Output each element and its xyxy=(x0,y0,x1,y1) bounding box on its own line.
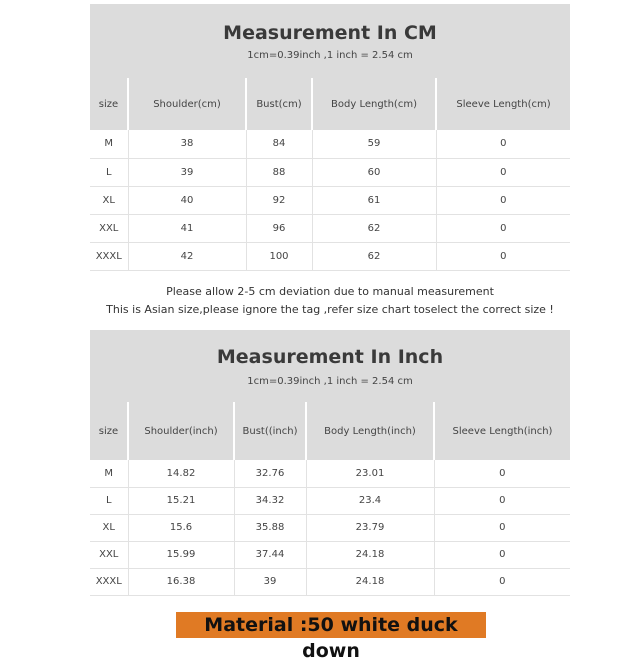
table-cell: 62 xyxy=(312,242,436,270)
table-row xyxy=(90,186,570,214)
table-cell: 15.99 xyxy=(128,541,234,568)
table-row xyxy=(90,541,570,568)
column-header: Body Length(inch) xyxy=(306,402,434,460)
table-row xyxy=(90,130,570,158)
table-cell: 0 xyxy=(436,130,570,158)
table-row xyxy=(90,214,570,242)
table-row xyxy=(90,487,570,514)
table-row xyxy=(90,514,570,541)
table-cell: 0 xyxy=(434,541,570,568)
table-cell: XL xyxy=(90,514,128,541)
table-cell: 0 xyxy=(436,158,570,186)
cm-header xyxy=(90,4,570,78)
inch-title: Measurement In Inch xyxy=(216,346,444,368)
table-cell: 62 xyxy=(312,214,436,242)
column-header: Bust(cm) xyxy=(246,78,312,130)
table-cell: 34.32 xyxy=(234,487,306,514)
table-cell: M xyxy=(90,130,128,158)
table-cell: 24.18 xyxy=(306,568,434,595)
table-cell: 0 xyxy=(434,487,570,514)
inch-size-chart xyxy=(90,330,570,596)
table-cell: 24.18 xyxy=(306,541,434,568)
table-cell: 23.4 xyxy=(306,487,434,514)
table-cell: XXXL xyxy=(90,242,128,270)
table-cell: 23.79 xyxy=(306,514,434,541)
table-row xyxy=(90,158,570,186)
table-cell: L xyxy=(90,158,128,186)
table-cell: 0 xyxy=(436,214,570,242)
inch-table-header-row xyxy=(90,402,570,460)
table-cell: 40 xyxy=(128,186,246,214)
inch-conversion-note: 1cm=0.39inch ,1 inch = 2.54 cm xyxy=(247,376,413,387)
table-cell: 0 xyxy=(436,186,570,214)
table-cell: 100 xyxy=(246,242,312,270)
column-header: size xyxy=(90,78,128,130)
table-cell: L xyxy=(90,487,128,514)
material-banner: Material :50 white duck down xyxy=(176,612,486,638)
table-cell: XXXL xyxy=(90,568,128,595)
table-cell: 39 xyxy=(128,158,246,186)
table-cell: 60 xyxy=(312,158,436,186)
table-row xyxy=(90,242,570,270)
table-cell: 15.21 xyxy=(128,487,234,514)
table-cell: 92 xyxy=(246,186,312,214)
cm-title: Measurement In CM xyxy=(223,22,437,44)
cm-size-chart xyxy=(90,4,570,331)
table-row xyxy=(90,568,570,595)
table-cell: 32.76 xyxy=(234,460,306,487)
column-header: Bust((inch) xyxy=(234,402,306,460)
column-header: size xyxy=(90,402,128,460)
cm-conversion-note: 1cm=0.39inch ,1 inch = 2.54 cm xyxy=(247,50,413,61)
table-cell: 0 xyxy=(434,568,570,595)
table-cell: 0 xyxy=(434,514,570,541)
table-cell: 35.88 xyxy=(234,514,306,541)
table-cell: 41 xyxy=(128,214,246,242)
inch-table xyxy=(90,402,570,596)
table-cell: 38 xyxy=(128,130,246,158)
cm-table xyxy=(90,78,570,271)
table-cell: 42 xyxy=(128,242,246,270)
table-cell: XXL xyxy=(90,541,128,568)
table-cell: 37.44 xyxy=(234,541,306,568)
table-cell: 0 xyxy=(436,242,570,270)
column-header: Sleeve Length(inch) xyxy=(434,402,570,460)
table-cell: 88 xyxy=(246,158,312,186)
deviation-note: Please allow 2-5 cm deviation due to manual measurement xyxy=(166,284,494,298)
table-cell: 15.6 xyxy=(128,514,234,541)
column-header: Shoulder(inch) xyxy=(128,402,234,460)
column-header: Body Length(cm) xyxy=(312,78,436,130)
table-cell: 96 xyxy=(246,214,312,242)
table-cell: 0 xyxy=(434,460,570,487)
measurement-notes xyxy=(90,271,570,331)
table-cell: 39 xyxy=(234,568,306,595)
table-cell: 84 xyxy=(246,130,312,158)
table-cell: 59 xyxy=(312,130,436,158)
cm-table-header-row xyxy=(90,78,570,130)
column-header: Sleeve Length(cm) xyxy=(436,78,570,130)
inch-header xyxy=(90,330,570,402)
table-cell: XXL xyxy=(90,214,128,242)
table-cell: M xyxy=(90,460,128,487)
table-cell: 61 xyxy=(312,186,436,214)
column-header: Shoulder(cm) xyxy=(128,78,246,130)
table-row xyxy=(90,460,570,487)
table-cell: 14.82 xyxy=(128,460,234,487)
asian-size-note: This is Asian size,please ignore the tag ,refer size chart toselect the correct size ! xyxy=(106,302,554,316)
table-cell: XL xyxy=(90,186,128,214)
table-cell: 16.38 xyxy=(128,568,234,595)
table-cell: 23.01 xyxy=(306,460,434,487)
